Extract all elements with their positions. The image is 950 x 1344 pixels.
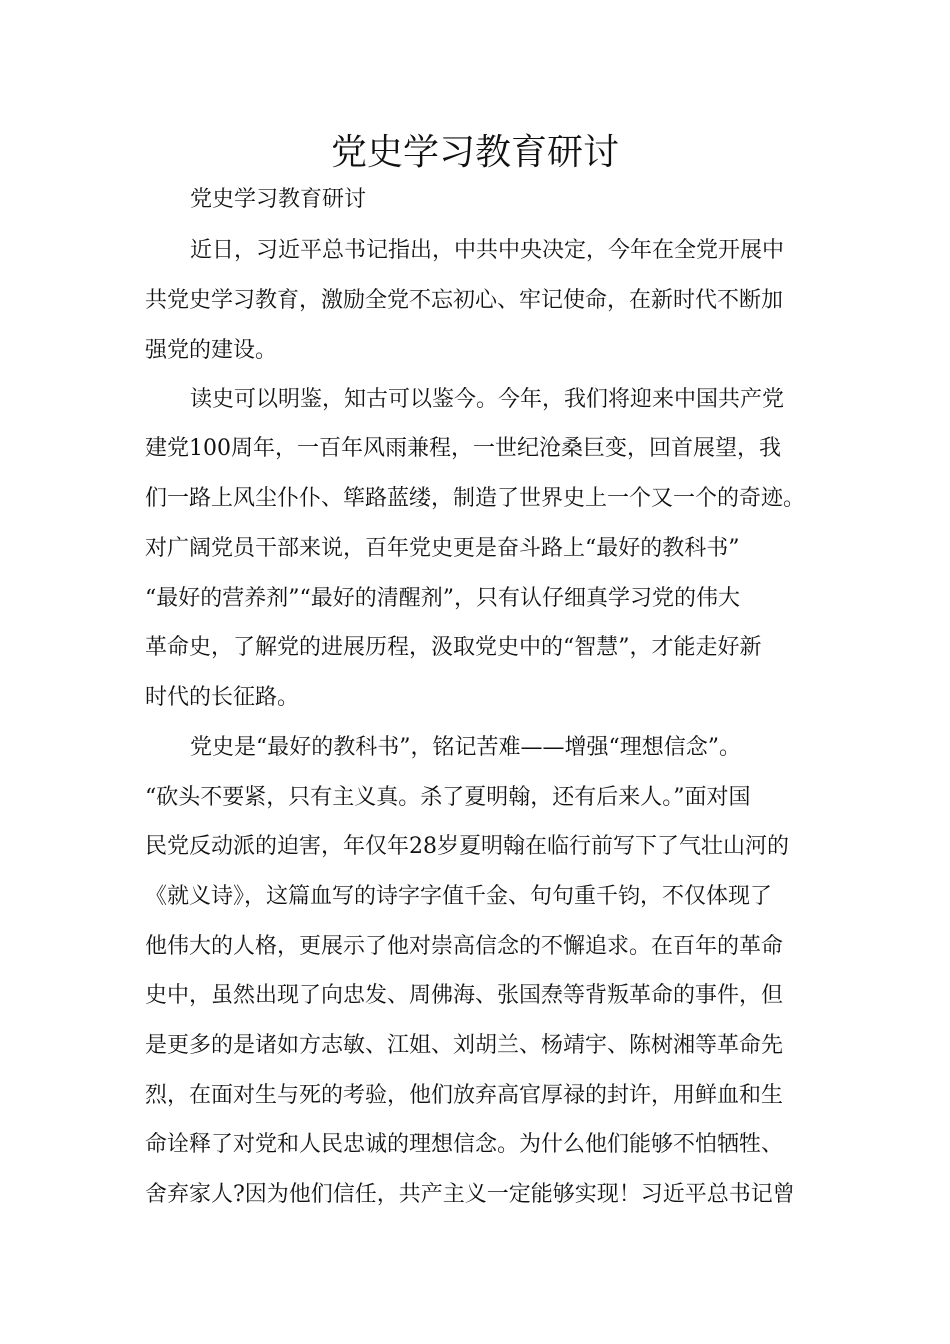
paragraph-3-line-7: 是更多的是诸如方志敏、江姐、刘胡兰、杨靖宇、陈树湘等革命先 bbox=[145, 1033, 784, 1058]
paragraph-2-line-4: 对广阔党员干部来说，百年党史更是奋斗路上“最好的教科书” bbox=[145, 536, 740, 561]
paragraph-2-line-1: 读史可以明鉴，知古可以鉴今。今年，我们将迎来中国共产党 bbox=[190, 387, 785, 412]
paragraph-3-line-9: 命诠释了对党和人民忠诚的理想信念。为什么他们能够不怕牺牲、 bbox=[145, 1132, 784, 1157]
paragraph-3-line-5: 他伟大的人格，更展示了他对崇高信念的不懈追求。在百年的革命 bbox=[145, 934, 784, 959]
paragraph-3-line-1: 党史是“最好的教科书”，铭记苦难——增强“理想信念”。 bbox=[190, 735, 741, 760]
document-title: 党史学习教育研讨 bbox=[330, 132, 619, 173]
paragraph-2-line-6: 革命史，了解党的进展历程，汲取党史中的“智慧”，才能走好新 bbox=[145, 635, 762, 660]
paragraph-1-line-1: 近日，习近平总书记指出，中共中央决定，今年在全党开展中 bbox=[190, 238, 785, 263]
paragraph-3-line-6: 史中，虽然出现了向忠发、周佛海、张国焘等背叛革命的事件，但 bbox=[145, 983, 784, 1008]
paragraph-2-line-3: 们一路上风尘仆仆、筚路蓝缕，制造了世界史上一个又一个的奇迹。 bbox=[145, 486, 806, 511]
paragraph-3-line-3: 民党反动派的迫害，年仅年28岁夏明翰在临行前写下了气壮山河的 bbox=[145, 834, 789, 859]
paragraph-1-line-3: 强党的建设。 bbox=[145, 338, 278, 363]
paragraph-3-line-4: 《就义诗》，这篇血写的诗字字值千金、句句重千钧，不仅体现了 bbox=[145, 884, 773, 909]
paragraph-2-line-7: 时代的长征路。 bbox=[145, 685, 300, 710]
paragraph-3-line-2: “砍头不要紧，只有主义真。杀了夏明翰，还有后来人。”面对国 bbox=[145, 785, 751, 810]
subtitle-line: 党史学习教育研讨 bbox=[190, 187, 367, 212]
paragraph-3-line-10: 舍弃家人?因为他们信任，共产主义一定能够实现！习近平总书记曾 bbox=[145, 1182, 795, 1207]
paragraph-1-line-2: 共党史学习教育，激励全党不忘初心、牢记使命，在新时代不断加 bbox=[145, 288, 784, 313]
paragraph-2-line-2: 建党100周年，一百年风雨兼程，一世纪沧桑巨变，回首展望，我 bbox=[145, 436, 781, 461]
paragraph-3-line-8: 烈，在面对生与死的考验，他们放弃高官厚禄的封许，用鲜血和生 bbox=[145, 1083, 784, 1108]
paragraph-2-line-5: “最好的营养剂”“最好的清醒剂”，只有认仔细真学习党的伟大 bbox=[145, 586, 740, 611]
